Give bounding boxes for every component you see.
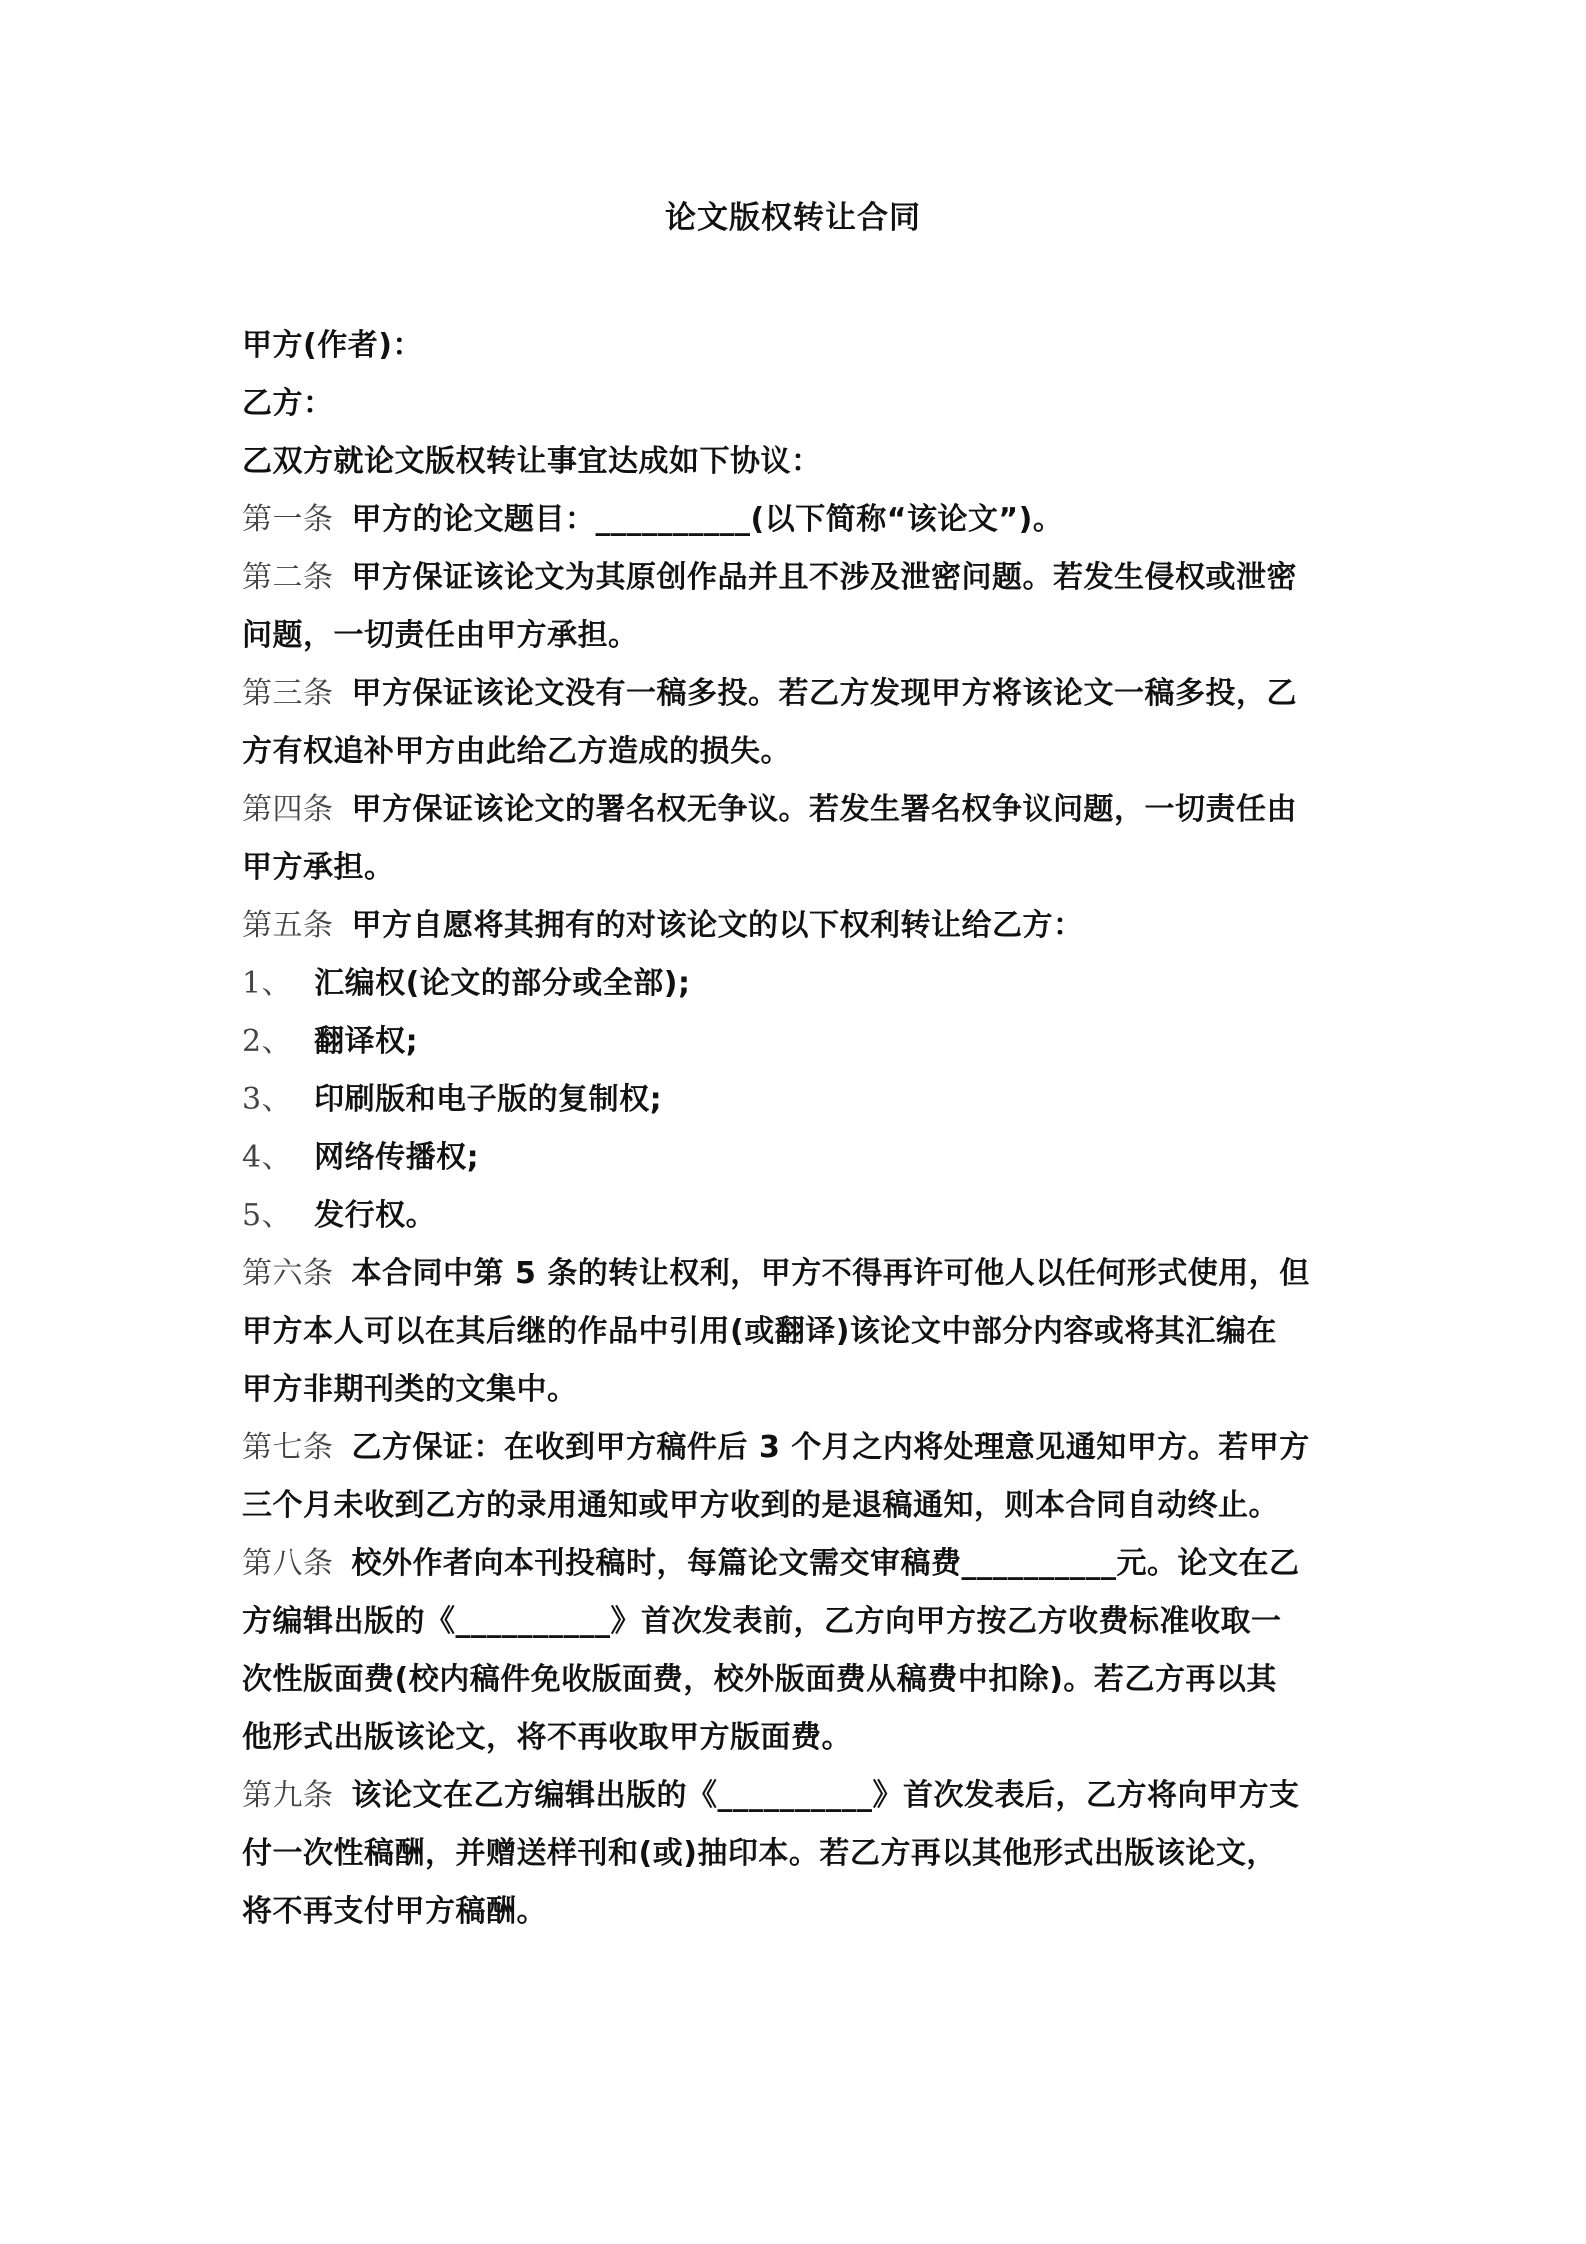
line-text: 他形式出版该论文，将不再收取甲方版面费。 — [242, 1720, 852, 1755]
line-text: 乙方： — [242, 386, 334, 421]
line-text: 问题，一切责任由甲方承担。 — [242, 618, 639, 653]
contract-line — [242, 897, 1360, 955]
line-text: 网络传播权; — [314, 1140, 480, 1175]
line-text: 甲方自愿将其拥有的对该论文的以下权利转让给乙方： — [351, 908, 1084, 943]
contract-line — [242, 1419, 1360, 1477]
contract-line — [242, 433, 1360, 491]
line-text: 校外作者向本刊投稿时，每篇论文需交审稿费__________元。论文在乙 — [351, 1546, 1300, 1581]
contract-line — [242, 1129, 1360, 1187]
article-label: 第一条 — [242, 502, 334, 537]
line-text: 付一次性稿酬，并赠送样刊和(或)抽印本。若乙方再以其他形式出版该论文， — [242, 1836, 1277, 1871]
contract-line — [242, 549, 1360, 607]
line-text: 乙方保证：在收到甲方稿件后 3 个月之内将处理意见通知甲方。若甲方 — [351, 1430, 1310, 1465]
list-item-number: 1、 — [242, 966, 293, 1001]
line-text: 甲方本人可以在其后继的作品中引用(或翻译)该论文中部分内容或将其汇编在 — [242, 1314, 1277, 1349]
line-text: 甲方保证该论文为其原创作品并且不涉及泄密问题。若发生侵权或泄密 — [351, 560, 1297, 595]
contract-line — [242, 1767, 1360, 1825]
article-label: 第五条 — [242, 908, 334, 943]
list-item-number: 2、 — [242, 1024, 293, 1059]
contract-line — [242, 1303, 1360, 1361]
line-text: 甲方的论文题目：__________(以下简称“该论文”)。 — [351, 502, 1064, 537]
article-label: 第三条 — [242, 676, 334, 711]
contract-line — [242, 607, 1360, 665]
list-item-number: 4、 — [242, 1140, 293, 1175]
line-text: 方编辑出版的《__________》首次发表前，乙方向甲方按乙方收费标准收取一 — [242, 1604, 1282, 1639]
contract-line — [242, 1187, 1360, 1245]
line-text: 该论文在乙方编辑出版的《__________》首次发表后，乙方将向甲方支 — [351, 1778, 1300, 1813]
article-label: 第六条 — [242, 1256, 334, 1291]
contract-line — [242, 1593, 1360, 1651]
contract-line — [242, 1651, 1360, 1709]
article-label: 第四条 — [242, 792, 334, 827]
line-text: 将不再支付甲方稿酬。 — [242, 1894, 547, 1929]
line-text: 甲方保证该论文的署名权无争议。若发生署名权争议问题，一切责任由 — [351, 792, 1297, 827]
contract-line — [242, 781, 1360, 839]
line-text: 甲方保证该论文没有一稿多投。若乙方发现甲方将该论文一稿多投，乙 — [351, 676, 1297, 711]
contract-line — [242, 1361, 1360, 1419]
contract-line — [242, 1535, 1360, 1593]
contract-line — [242, 1477, 1360, 1535]
contract-line — [242, 955, 1360, 1013]
contract-line — [242, 375, 1360, 433]
line-text: 发行权。 — [314, 1198, 437, 1233]
contract-line — [242, 1071, 1360, 1129]
line-text: 翻译权; — [314, 1024, 419, 1059]
list-item-number: 3、 — [242, 1082, 293, 1117]
contract-line — [242, 839, 1360, 897]
contract-line — [242, 723, 1360, 781]
contract-line — [242, 1825, 1360, 1883]
contract-line — [242, 1245, 1360, 1303]
article-label: 第八条 — [242, 1546, 334, 1581]
contract-line — [242, 1883, 1360, 1941]
line-text: 甲方非期刊类的文集中。 — [242, 1372, 578, 1407]
line-text: 次性版面费(校内稿件免收版面费，校外版面费从稿费中扣除)。若乙方再以其 — [242, 1662, 1277, 1697]
line-text: 三个月未收到乙方的录用通知或甲方收到的是退稿通知，则本合同自动终止。 — [242, 1488, 1279, 1523]
line-text: 印刷版和电子版的复制权; — [314, 1082, 663, 1117]
line-text: 本合同中第 5 条的转让权利，甲方不得再许可他人以任何形式使用，但 — [351, 1256, 1310, 1291]
article-label: 第九条 — [242, 1778, 334, 1813]
line-text: 方有权追补甲方由此给乙方造成的损失。 — [242, 734, 791, 769]
document-title: 论文版权转让合同 — [665, 200, 921, 236]
line-text: 汇编权(论文的部分或全部); — [314, 966, 691, 1001]
contract-line — [242, 1709, 1360, 1767]
article-label: 第二条 — [242, 560, 334, 595]
contract-line — [242, 1013, 1360, 1071]
line-text: 乙双方就论文版权转让事宜达成如下协议： — [242, 444, 822, 479]
list-item-number: 5、 — [242, 1198, 293, 1233]
line-text: 甲方承担。 — [242, 850, 395, 885]
document-body — [242, 317, 1360, 1941]
line-text: 甲方(作者)： — [242, 328, 423, 363]
contract-line — [242, 491, 1360, 549]
contract-line — [242, 665, 1360, 723]
contract-line — [242, 317, 1360, 375]
article-label: 第七条 — [242, 1430, 334, 1465]
